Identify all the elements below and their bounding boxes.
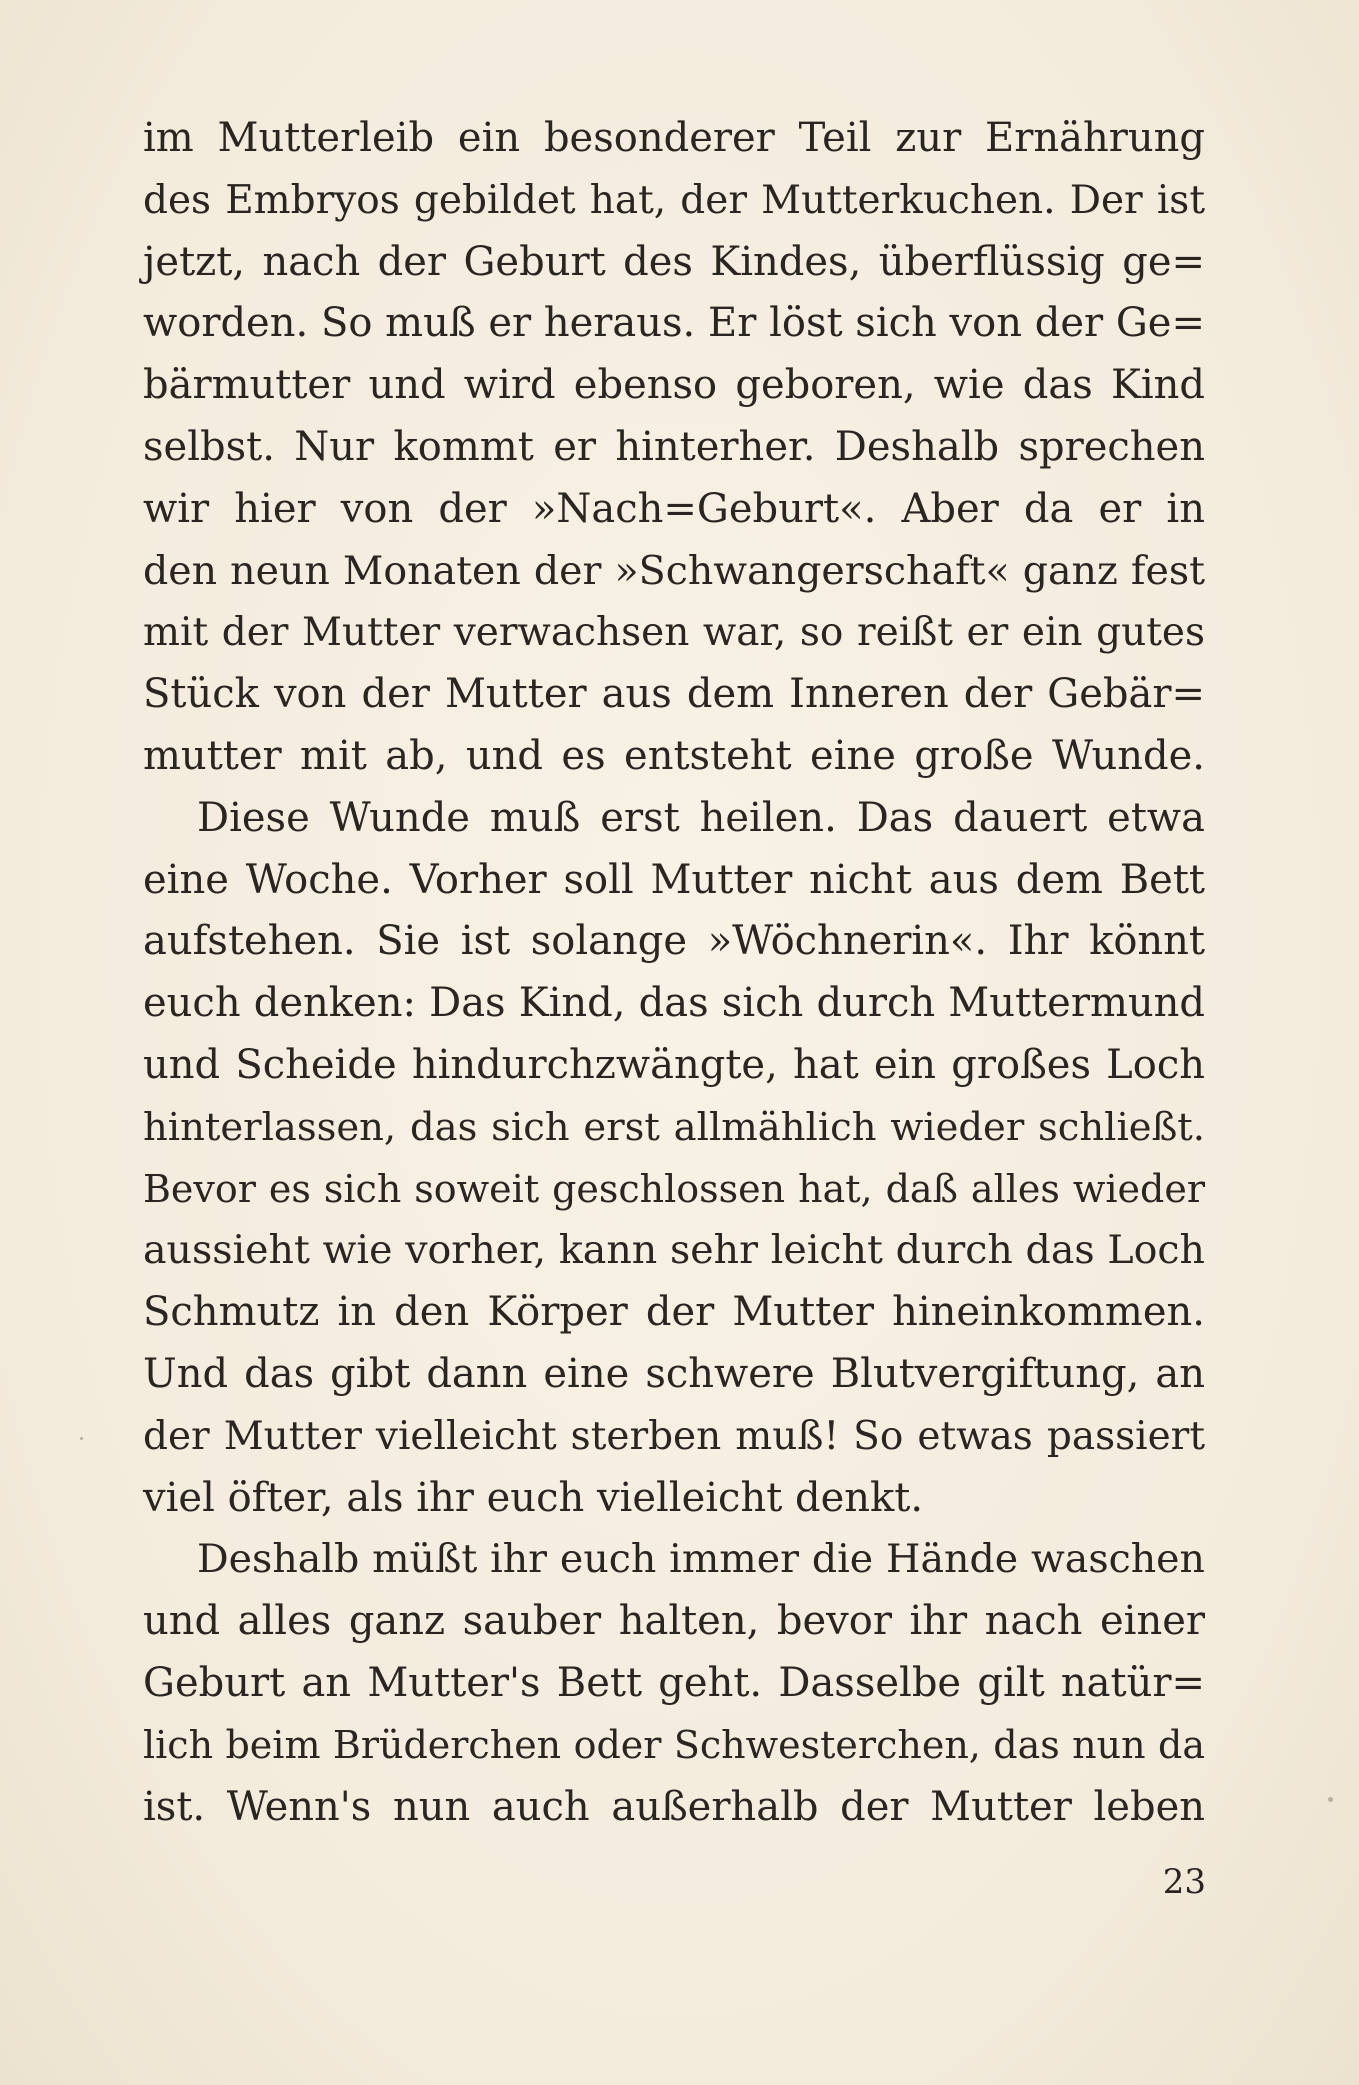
text-line: aussieht wie vorher, kann sehr leicht durch das Loch [143,1227,1205,1274]
body-text [143,108,1205,1838]
text-line: Diese Wunde muß erst heilen. Das dauert etwa [197,794,1205,841]
text-line: eine Woche. Vorher soll Mutter nicht aus dem Bett [143,856,1205,903]
text-line: bärmutter und wird ebenso geboren, wie das Kind [143,362,1205,409]
text-line: und alles ganz sauber halten, bevor ihr nach einer [143,1598,1205,1645]
text-line: ist. Wenn's nun auch außerhalb der Mutter leben [143,1783,1205,1830]
text-line: worden. So muß er heraus. Er löst sich von der Ge= [143,300,1205,347]
text-line: jetzt, nach der Geburt des Kindes, überflüssig ge= [143,238,1205,285]
text-line: im Mutterleib ein besonderer Teil zur Ernährung [143,115,1205,161]
text-line: Geburt an Mutter's Bett geht. Dasselbe gilt natür= [143,1659,1205,1706]
text-line: mit der Mutter verwachsen war, so reißt er ein gutes [143,610,1205,656]
page-number: 23 [1162,1862,1206,1902]
text-line: selbst. Nur kommt er hinterher. Deshalb sprechen [143,423,1205,470]
text-line: Deshalb müßt ihr euch immer die Hände waschen [197,1536,1205,1583]
text-line: des Embryos gebildet hat, der Mutterkuchen. Der ist [143,177,1205,223]
paper-speck [1328,1797,1333,1802]
text-line: Stück von der Mutter aus dem Inneren der Gebär= [143,671,1205,718]
text-line: den neun Monaten der »Schwangerschaft« ganz fest [143,547,1205,594]
text-line: der Mutter vielleicht sterben muß! So etwas passiert [143,1413,1205,1459]
text-line: hinterlassen, das sich erst allmählich wieder schließt. [143,1104,1205,1150]
text-line: viel öfter, als ihr euch vielleicht denkt. [143,1474,924,1521]
text-line: Und das gibt dann eine schwere Blutvergiftung, an [143,1350,1205,1397]
text-line: Bevor es sich soweit geschlossen hat, daß alles wieder [143,1166,1205,1211]
paper-speck [80,1437,83,1440]
text-line: euch denken: Das Kind, das sich durch Muttermund [143,980,1205,1027]
text-line: mutter mit ab, und es entsteht eine große Wunde. [143,732,1205,779]
text-line: und Scheide hindurchzwängte, hat ein großes Loch [143,1041,1205,1088]
text-line: aufstehen. Sie ist solange »Wöchnerin«. Ihr könnt [143,918,1205,965]
text-line: Schmutz in den Körper der Mutter hineinkommen. [143,1289,1205,1336]
text-line: wir hier von der »Nach=Geburt«. Aber da er in [143,485,1205,532]
text-line: lich beim Brüderchen oder Schwesterchen, das nun da [143,1722,1205,1767]
